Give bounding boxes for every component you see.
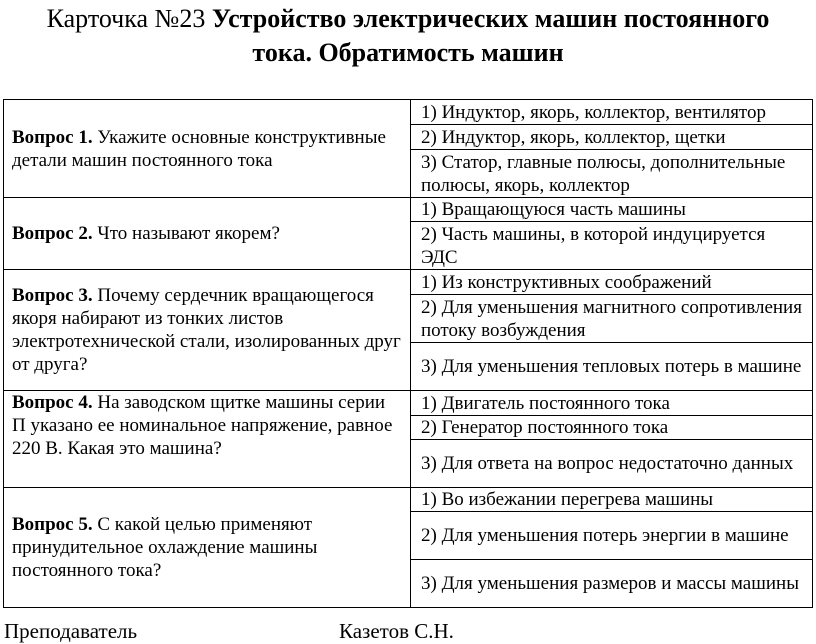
question-text: Почему сердечник вращающегося якоря набирают из тонких листов электротехнической стали, изолированных друг от друга? [12,285,401,375]
question-cell [4,488,411,608]
question-cell [4,270,411,391]
questions-table [3,99,813,608]
answer-cell: 1) Индуктор, якорь, коллектор, вентилятор [411,100,813,125]
answer-cell: 3) Статор, главные полюсы, дополнительные полюсы, якорь, коллектор [411,150,813,198]
card-topic-line1: Устройство электрических машин постоянного [211,4,770,33]
question-label: Вопрос 5. [12,514,93,535]
question-cell [4,198,411,270]
answer-cell: 2) Для уменьшения магнитного сопротивления потоку возбуждения [411,295,813,343]
question-cell [4,100,411,198]
card-number: Карточка №23 [46,4,212,33]
answer-cell: 3) Для уменьшения тепловых потерь в машине [411,343,813,391]
question-label: Вопрос 4. [12,392,93,413]
answer-cell: 1) Из конструктивных соображений [411,270,813,295]
answer-cell: 1) Двигатель постоянного тока [411,391,813,416]
answer-cell: 1) Вращающуюся часть машины [411,198,813,222]
answer-cell: 2) Индуктор, якорь, коллектор, щетки [411,125,813,150]
teacher-role: Преподаватель [4,619,138,643]
answer-cell: 1) Во избежании перегрева машины [411,488,813,512]
table-row [4,391,813,416]
teacher-name: Казетов С.Н. [339,619,454,643]
answer-cell: 2) Генератор постоянного тока [411,416,813,440]
question-text: С какой целью применяют принудительное охлаждение машины постоянного тока? [12,514,318,581]
table-row [4,488,813,512]
question-label: Вопрос 1. [12,126,93,148]
answer-cell: 2) Часть машины, в которой индуцируется ЭДС [411,222,813,270]
table-row [4,270,813,295]
table-row [4,198,813,222]
question-text: Что называют якорем? [92,223,280,244]
question-text: На заводском щитке машины серии П указано ее номинальное напряжение, равное 220 В. Какая это машина? [12,392,393,459]
table-row [4,100,813,125]
question-label: Вопрос 3. [12,285,93,306]
question-cell [4,391,411,488]
answer-cell: 2) Для уменьшения потерь энергии в машине [411,512,813,560]
answer-cell: 3) Для ответа на вопрос недостаточно данных [411,440,813,488]
card-topic-line2: тока. Обратимость машин [252,38,564,67]
answer-cell: 3) Для уменьшения размеров и массы машины [411,560,813,608]
question-text: Укажите основные конструктивные детали машин постоянного тока [12,126,386,171]
card-title [0,2,816,70]
question-label: Вопрос 2. [12,223,93,244]
